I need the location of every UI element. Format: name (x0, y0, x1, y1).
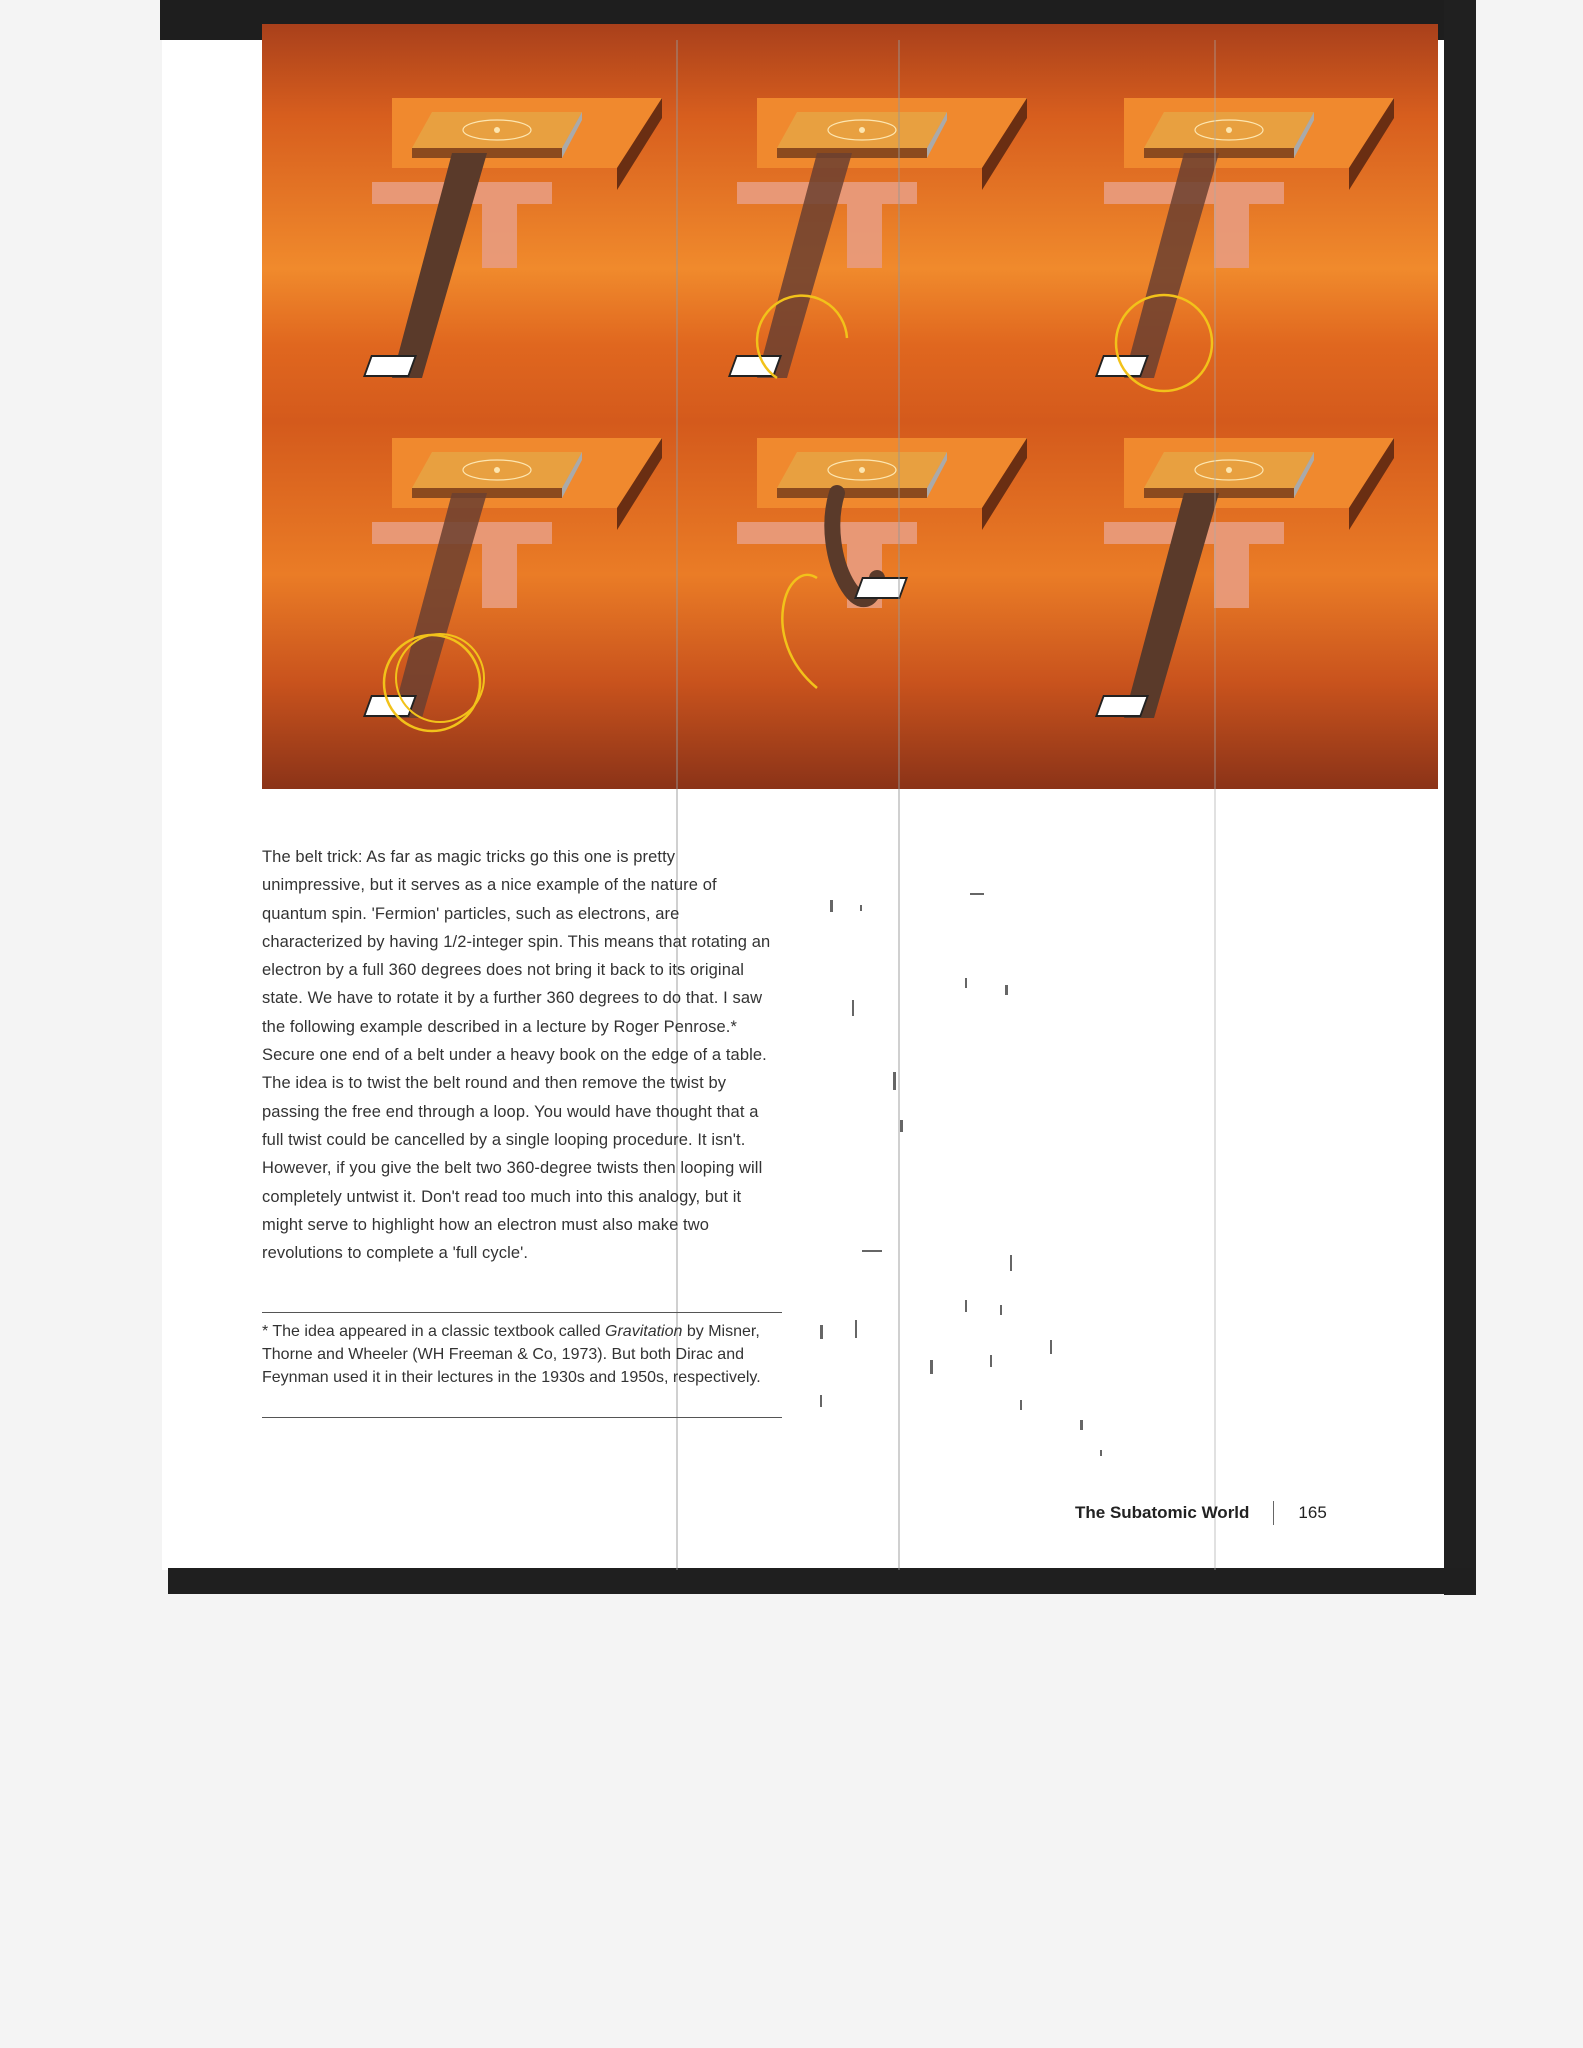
footnote-suffix: by Misner, Thorne and Wheeler (WH Freeman & Co, 1973). But both Dirac and Feynman used it in their lectures in the 1930s and 1950s, respectively. (262, 1323, 761, 1386)
figure-caption: The belt trick: As far as magic tricks go this one is pretty unimpressive, but it serves as a nice example of the nature of quantum spin. 'Fermion' particles, such as electrons, are characterized by having 1/2-integer spin. This means that rotating an electron by a full 360 degrees does not bring it back to its original state. We have to rotate it by a further 360 degrees to do that. I saw the following example described in a lecture by Roger Penrose.* Secure one end of a belt under a heavy book on the edge of a table. The idea is to twist the belt round and then remove the twist by passing the free end through a loop. You would have thought that a full twist could be cancelled by a single looping procedure. It isn't. However, if you give the belt two 360-degree twists then looping will completely untwist it. Don't read too much into this analogy, but it might serve to highlight how an electron must also make two revolutions to complete a 'full cycle'. (262, 848, 771, 1263)
footnote-prefix: * The idea appeared in a classic textbook called (262, 1323, 606, 1340)
section-title: The Subatomic World (1075, 1503, 1250, 1522)
page-number: 165 (1298, 1503, 1327, 1522)
footnote-book-title: Gravitation (605, 1323, 683, 1340)
